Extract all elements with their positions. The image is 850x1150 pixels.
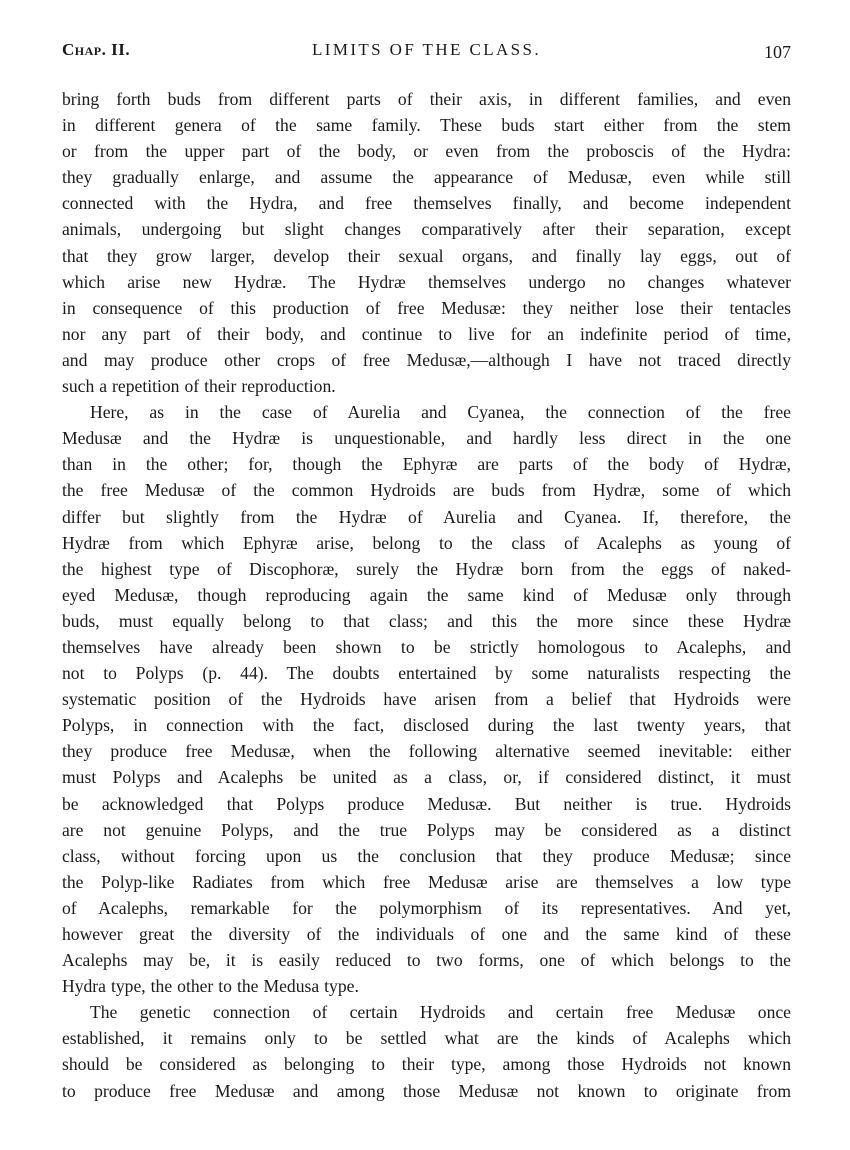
text-line: Hydræ from which Ephyræ arise, belong to the class of Acalephs as young of: [62, 532, 791, 553]
text-line: Acalephs may be, it is easily reduced to two forms, one of which belongs to the: [62, 950, 791, 971]
text-line: the free Medusæ of the common Hydroids are buds from Hydræ, some of which: [62, 480, 791, 501]
text-line: the Polyp-like Radiates from which free Medusæ arise are themselves a low type: [62, 871, 791, 892]
text-line: buds, must equally belong to that class; and this the more since these Hydræ: [62, 610, 791, 631]
paragraph: [62, 999, 791, 1103]
text-line: Hydra type, the other to the Medusa type.: [62, 976, 359, 997]
text-line: and may produce other crops of free Medusæ,—although I have not traced directly: [62, 349, 791, 370]
running-head: [62, 40, 791, 70]
text-line: not to Polyps (p. 44). The doubts entertained by some naturalists respecting the: [62, 663, 791, 684]
book-page: [62, 40, 791, 1104]
text-line: than in the other; for, though the Ephyræ are parts of the body of Hydræ,: [62, 454, 791, 475]
text-line: be acknowledged that Polyps produce Medusæ. But neither is true. Hydroids: [62, 793, 791, 814]
text-line: systematic position of the Hydroids have arisen from a belief that Hydroids were: [62, 689, 791, 710]
text-line: must Polyps and Acalephs be united as a class, or, if considered distinct, it must: [62, 767, 791, 788]
body-text: [62, 86, 791, 1104]
text-line: Medusæ and the Hydræ is unquestionable, and hardly less direct in the one: [62, 428, 791, 449]
text-line: are not genuine Polyps, and the true Polyps may be considered as a distinct: [62, 819, 791, 840]
text-line: which arise new Hydræ. The Hydræ themselves undergo no changes whatever: [62, 271, 791, 292]
paragraph: [62, 399, 791, 999]
text-line: in consequence of this production of free Medusæ: they neither lose their tentacles: [62, 297, 791, 318]
text-line: in different genera of the same family. These buds start either from the stem: [62, 115, 791, 136]
text-line: differ but slightly from the Hydræ of Aurelia and Cyanea. If, therefore, the: [62, 506, 791, 527]
text-line: themselves have already been shown to be strictly homologous to Acalephs, and: [62, 636, 791, 657]
text-line: they gradually enlarge, and assume the appearance of Medusæ, even while still: [62, 167, 791, 188]
text-line: to produce free Medusæ and among those Medusæ not known to originate from: [62, 1080, 791, 1101]
running-title: LIMITS OF THE CLASS.: [311, 40, 542, 59]
text-line: however great the diversity of the individuals of one and the same kind of these: [62, 924, 791, 944]
text-line: established, it remains only to be settled what are the kinds of Acalephs which: [62, 1028, 791, 1049]
text-line: or from the upper part of the body, or even from the proboscis of the Hydra:: [62, 141, 791, 162]
text-line: eyed Medusæ, though reproducing again the same kind of Medusæ only through: [62, 584, 791, 605]
text-line: Here, as in the case of Aurelia and Cyanea, the connection of the free: [90, 402, 791, 423]
page-number: 107: [764, 42, 791, 62]
text-line: The genetic connection of certain Hydroids and certain free Medusæ once: [90, 1002, 791, 1023]
text-line: such a repetition of their reproduction.: [62, 376, 336, 397]
text-line: connected with the Hydra, and free themselves finally, and become independent: [62, 193, 791, 214]
text-line: class, without forcing upon us the conclusion that they produce Medusæ; since: [62, 845, 791, 866]
text-line: animals, undergoing but slight changes comparatively after their separation, except: [62, 219, 791, 240]
text-line: of Acalephs, remarkable for the polymorphism of its representatives. And yet,: [62, 897, 791, 918]
paragraph: [62, 86, 791, 399]
text-line: should be considered as belonging to their type, among those Hydroids not known: [62, 1054, 791, 1075]
text-line: that they grow larger, develop their sexual organs, and finally lay eggs, out of: [62, 245, 791, 266]
chapter-label: Chap. II.: [62, 40, 131, 59]
text-line: nor any part of their body, and continue to live for an indefinite period of time,: [62, 323, 791, 344]
text-line: bring forth buds from different parts of their axis, in different families, and even: [62, 89, 791, 109]
text-line: they produce free Medusæ, when the following alternative seemed inevitable: either: [62, 741, 791, 762]
text-line: Polyps, in connection with the fact, disclosed during the last twenty years, that: [62, 715, 791, 736]
text-line: the highest type of Discophoræ, surely the Hydræ born from the eggs of naked-: [62, 558, 791, 579]
